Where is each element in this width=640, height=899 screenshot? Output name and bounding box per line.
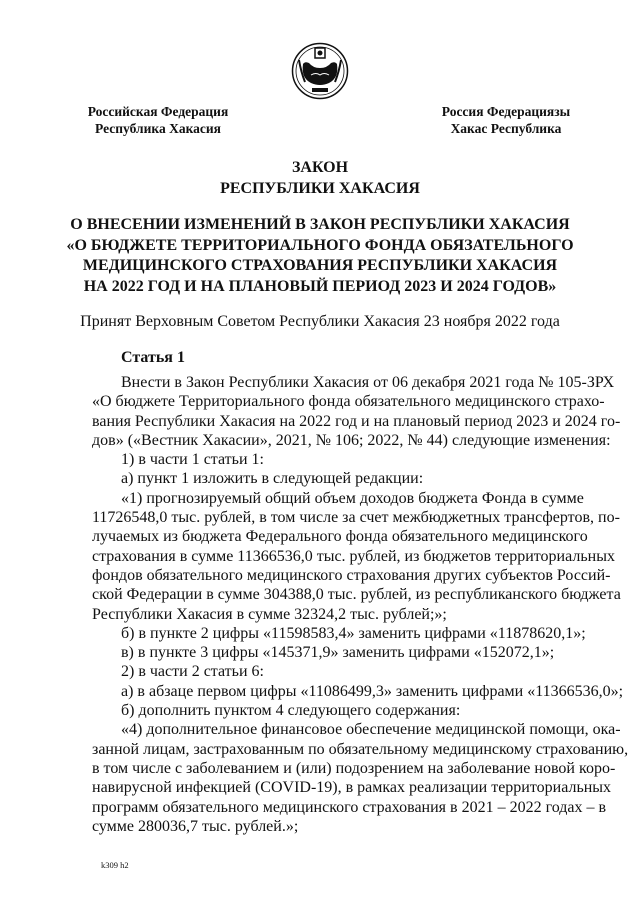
header-left-line: Республика Хакасия	[95, 121, 221, 136]
body-line: в) в пункте 3 цифры «145371,9» заменить цифрами «152072,1»;	[121, 644, 555, 662]
body-line: дов» («Вестник Хакасии», 2021, № 106; 2022, № 44) следующие изменения:	[92, 431, 611, 449]
law-title-line: РЕСПУБЛИКИ ХАКАСИЯ	[220, 179, 420, 197]
body-line: б) дополнить пунктом 4 следующего содержания:	[121, 702, 461, 720]
subject-line: МЕДИЦИНСКОГО СТРАХОВАНИЯ РЕСПУБЛИКИ ХАКАСИЯ	[82, 257, 558, 274]
body-line: сумме 280036,7 тыс. рублей.»;	[92, 817, 299, 835]
body-line: «1) прогнозируемый общий объем доходов бюджета Фонда в сумме	[121, 489, 584, 507]
subject-line: НА 2022 ГОД И НА ПЛАНОВЫЙ ПЕРИОД 2023 И 2024 ГОДОВ»	[83, 277, 557, 295]
body-line: 2) в части 2 статьи 6:	[121, 663, 264, 681]
coat-of-arms-icon	[291, 42, 349, 100]
header-left	[84, 103, 232, 137]
subject-line: «О БЮДЖЕТЕ ТЕРРИТОРИАЛЬНОГО ФОНДА ОБЯЗАТЕЛЬНОГО	[66, 236, 574, 254]
body-line: б) в пункте 2 цифры «11598583,4» заменить цифрами «11878620,1»;	[121, 624, 586, 642]
body-line: а) пункт 1 изложить в следующей редакции:	[121, 470, 424, 488]
body-line: а) в абзаце первом цифры «11086499,3» заменить цифрами «11366536,0»;	[121, 682, 624, 700]
subject-line: О ВНЕСЕНИИ ИЗМЕНЕНИЙ В ЗАКОН РЕСПУБЛИКИ ХАКАСИЯ	[70, 216, 570, 233]
law-title-line: ЗАКОН	[291, 159, 349, 176]
accepted-note: Принят Верховным Советом Республики Хакасия 23 ноября 2022 года	[80, 313, 560, 330]
body-line: Внести в Закон Республики Хакасия от 06 декабря 2021 года № 105-ЗРХ	[121, 374, 615, 391]
header-right-line: Россия Федерациязы	[441, 104, 571, 119]
body-line: Республики Хакасия в сумме 32324,2 тыс. рублей;»;	[92, 605, 447, 623]
body-line: в том числе с заболеванием и (или) подозрением на заболевание новой коро-	[92, 759, 616, 777]
body-line: 11726548,0 тыс. рублей, в том числе за счет межбюджетных трансфертов, по-	[92, 509, 620, 527]
body-line: «4) дополнительное финансовое обеспечение медицинской помощи, ока-	[121, 721, 621, 739]
body-line: программ обязательного медицинского страхования в 2021 – 2022 годах – в	[92, 798, 607, 816]
footer-code: k309 h2	[101, 860, 129, 870]
body-line: 1) в части 1 статьи 1:	[121, 451, 264, 469]
body-line: «О бюджете Территориального фонда обязательного медицинского страхо-	[92, 393, 605, 411]
header-right	[436, 103, 576, 137]
header-right-line: Хакас Республика	[450, 121, 562, 136]
body-line: страхования в сумме 11366536,0 тыс. рублей, из бюджетов территориальных	[92, 547, 615, 565]
body-line: лучаемых из бюджета Федерального фонда обязательного медицинского	[92, 528, 588, 546]
body-line: навирусной инфекцией (COVID-19), в рамках реализации территориальных	[92, 779, 612, 797]
body-line: занной лицам, застрахованным по обязательному медицинскому страхованию,	[92, 740, 629, 758]
article-heading: Статья 1	[121, 349, 185, 366]
article-body	[92, 373, 629, 836]
body-line: фондов обязательного медицинского страхования других субъектов Россий-	[92, 566, 611, 584]
law-subject	[60, 215, 580, 297]
header-left-line: Российская Федерация	[87, 104, 229, 119]
law-title	[60, 158, 580, 199]
body-line: вания Республики Хакасия на 2022 год и на плановый период 2023 и 2024 го-	[92, 412, 621, 430]
body-line: ской Федерации в сумме 304388,0 тыс. рублей, из республиканского бюджета	[92, 586, 621, 604]
